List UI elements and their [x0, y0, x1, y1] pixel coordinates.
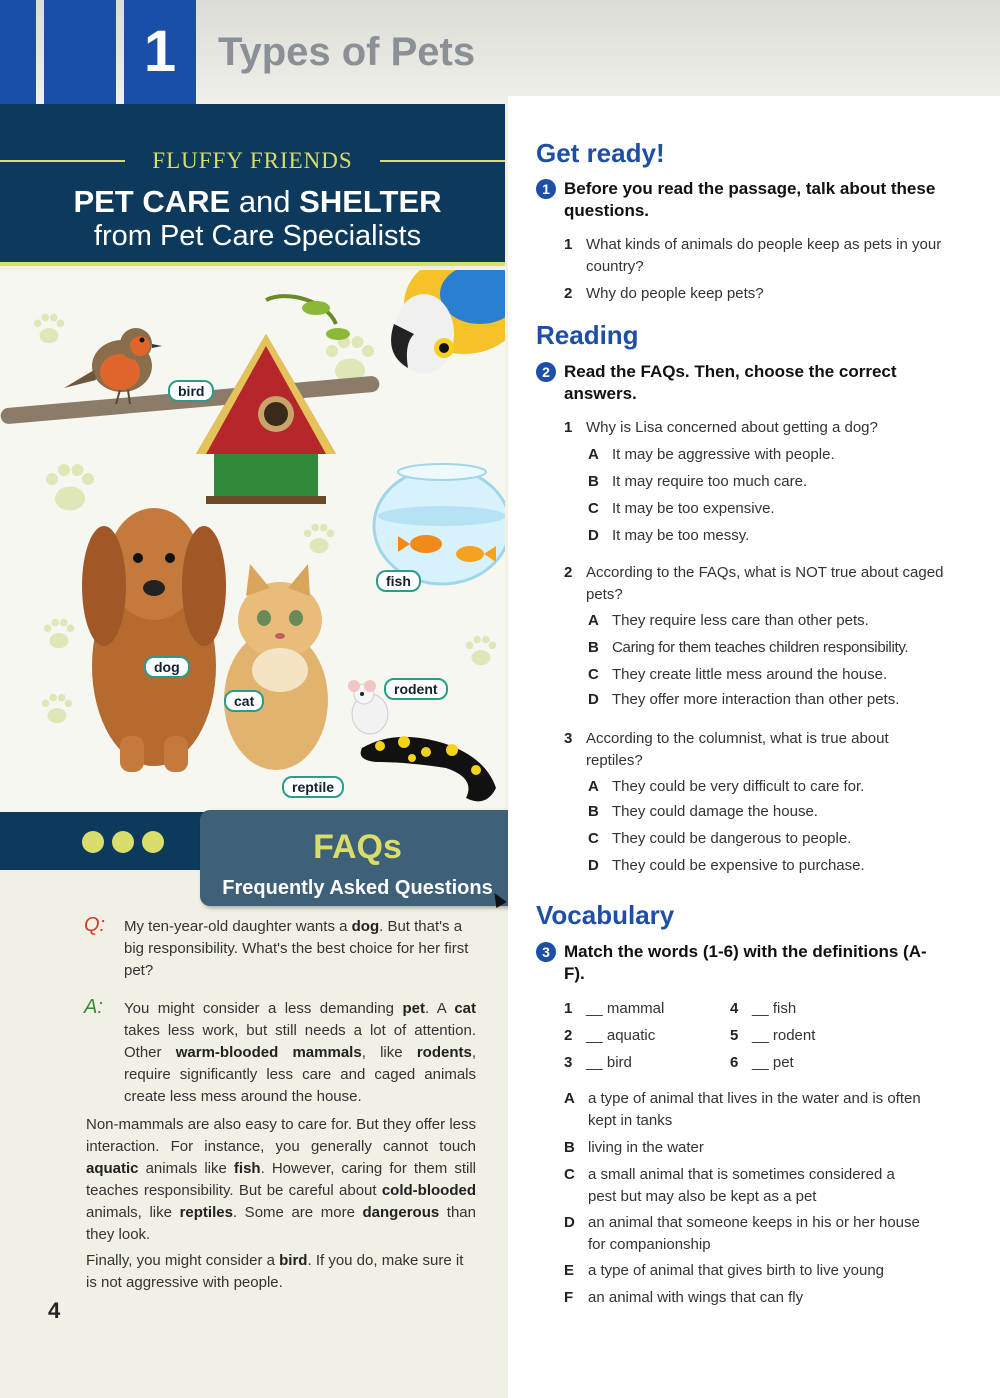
option-text: They offer more interaction than other pets. — [612, 691, 900, 708]
vocab-word[interactable] — [564, 998, 664, 1020]
answer-option[interactable] — [588, 444, 958, 466]
vocab-word[interactable] — [730, 1025, 815, 1047]
definition-letter: A — [564, 1090, 575, 1107]
instruction-text: Read the FAQs. Then, choose the correct answers. — [564, 362, 897, 403]
word-text: __ pet — [752, 1054, 794, 1071]
text-run: Non-mammals are also easy to care for. But they offer less interaction. For instance, you generally cannot touch — [86, 1116, 476, 1155]
answer-option[interactable] — [588, 498, 958, 520]
word-number: 3 — [564, 1054, 573, 1071]
option-letter: B — [588, 473, 599, 490]
question-text: Why is Lisa concerned about getting a dog? — [586, 419, 878, 436]
tag-reptile: reptile — [282, 776, 344, 798]
text-run: animals like — [138, 1160, 234, 1177]
text-run: cold-blooded — [381, 1182, 476, 1199]
vocab-word[interactable] — [564, 1052, 632, 1074]
option-letter: C — [588, 500, 599, 517]
answer-label: A: — [84, 996, 103, 1018]
word-text: __ bird — [586, 1054, 632, 1071]
definition-text: an animal that someone keeps in his or her house for companionship — [588, 1214, 920, 1253]
word-text: __ fish — [752, 1000, 797, 1017]
exercise-number-badge: 1 — [536, 179, 556, 199]
word-number: 2 — [564, 1027, 573, 1044]
exercise-number-badge: 3 — [536, 942, 556, 962]
answer-option[interactable] — [588, 525, 958, 547]
section-title-vocabulary: Vocabulary — [536, 900, 675, 930]
text-run: fish — [233, 1160, 261, 1177]
pets-illustration — [0, 270, 505, 812]
reading-question — [564, 562, 944, 606]
discussion-question — [564, 234, 944, 278]
exercise-instruction — [536, 361, 936, 405]
answer-paragraph — [86, 1250, 476, 1294]
definition-text: a type of animal that lives in the water and is often kept in tanks — [588, 1090, 921, 1129]
definition-letter: F — [564, 1289, 574, 1306]
page-number: 4 — [48, 1298, 61, 1323]
answer-option[interactable] — [588, 801, 958, 823]
question-text: Why do people keep pets? — [586, 285, 764, 302]
option-text: They create little mess around the house. — [612, 666, 888, 683]
text-run: than they look. — [86, 1204, 476, 1243]
salamander-icon — [356, 718, 505, 812]
vocab-definition — [564, 1287, 924, 1309]
text-run: bird — [279, 1252, 308, 1269]
option-text: They require less care than other pets. — [612, 612, 869, 629]
text-run: takes less work, but still needs a lot of attention. Other — [124, 1022, 476, 1061]
question-text: According to the FAQs, what is NOT true about caged pets? — [586, 564, 944, 603]
parrot-icon — [384, 270, 505, 384]
answer-option[interactable] — [588, 471, 958, 493]
answer-option[interactable] — [588, 664, 958, 686]
fishbowl-icon — [370, 456, 505, 586]
option-letter: B — [588, 639, 599, 656]
vocab-definition — [564, 1088, 924, 1132]
word-text: __ aquatic — [586, 1027, 656, 1044]
text-run: reptiles — [179, 1204, 233, 1221]
faq-title: FAQs — [313, 828, 402, 866]
option-text: They could be very difficult to care for. — [612, 778, 865, 795]
vocab-word[interactable] — [730, 998, 796, 1020]
text-run: , like — [361, 1044, 417, 1061]
tag-dog: dog — [144, 656, 190, 678]
answer-option[interactable] — [588, 855, 958, 877]
definition-letter: C — [564, 1166, 575, 1183]
option-letter: A — [588, 778, 599, 795]
answer-option[interactable] — [588, 689, 958, 711]
decorative-dot — [82, 831, 104, 853]
option-letter: A — [588, 612, 599, 629]
section-title-reading: Reading — [536, 320, 639, 350]
text-run: . If you do, make sure it is not aggressive with people. — [86, 1252, 464, 1291]
banner-kicker: FLUFFY FRIENDS — [152, 148, 353, 173]
reading-question — [564, 728, 944, 772]
faq-heading-box — [200, 810, 520, 906]
text-run: rodents — [416, 1044, 472, 1061]
robin-bird-icon — [60, 310, 170, 420]
option-letter: C — [588, 666, 599, 683]
banner-subtitle: from Pet Care Specialists — [93, 220, 422, 252]
option-text: It may be too messy. — [612, 527, 750, 544]
text-run: pet — [402, 1000, 425, 1017]
text-run: cat — [454, 1000, 476, 1017]
vocab-word[interactable] — [730, 1052, 794, 1074]
word-text: __ rodent — [752, 1027, 816, 1044]
banner-title-part: PET CARE — [73, 184, 231, 219]
text-run: aquatic — [86, 1160, 139, 1177]
option-letter: C — [588, 830, 599, 847]
text-run: . However, caring for them still teaches responsibility. But be careful about — [86, 1160, 476, 1199]
option-letter: D — [588, 857, 599, 874]
word-number: 1 — [564, 1000, 573, 1017]
answer-option[interactable] — [588, 637, 958, 659]
definition-letter: E — [564, 1262, 575, 1279]
exercise-instruction — [536, 178, 936, 222]
decorative-dot — [142, 831, 164, 853]
question-number: 3 — [564, 730, 573, 747]
definition-text: living in the water — [588, 1139, 704, 1156]
word-number: 6 — [730, 1054, 739, 1071]
option-text: It may require too much care. — [612, 473, 808, 490]
text-run: warm-blooded mammals — [175, 1044, 362, 1061]
definition-text: an animal with wings that can fly — [588, 1289, 804, 1306]
word-text: __ mammal — [586, 1000, 665, 1017]
question-number: 1 — [564, 419, 573, 436]
word-number: 4 — [730, 1000, 739, 1017]
vocab-definition — [564, 1260, 924, 1282]
text-run: , require significantly less care and caged animals create less mess around the house. — [124, 1044, 476, 1105]
exercise-number-badge: 2 — [536, 362, 556, 382]
definition-text: a small animal that is sometimes considered a pest but may also be kept as a pet — [588, 1166, 895, 1205]
tag-rodent: rodent — [384, 678, 448, 700]
text-run: Finally, you might consider a — [86, 1252, 280, 1269]
answer-option[interactable] — [588, 828, 958, 850]
text-run: dog — [351, 918, 380, 935]
exercises-column — [508, 96, 1000, 1398]
word-number: 5 — [730, 1027, 739, 1044]
answer-text — [124, 998, 476, 1108]
section-title-get-ready: Get ready! — [536, 138, 665, 168]
question-label: Q: — [84, 914, 106, 936]
question-number: 2 — [564, 564, 573, 581]
question-number: 1 — [564, 236, 573, 253]
article-banner — [0, 104, 505, 266]
text-run: dangerous — [362, 1204, 440, 1221]
answer-option[interactable] — [588, 776, 958, 798]
exercise-instruction — [536, 941, 936, 985]
text-run: . But that's a big responsibility. What's the best choice for her first pet? — [124, 918, 469, 979]
instruction-text: Before you read the passage, talk about these questions. — [564, 179, 936, 220]
option-letter: D — [588, 691, 599, 708]
text-run: You might consider a less demanding — [124, 1000, 403, 1017]
answer-option[interactable] — [588, 610, 958, 632]
question-text: According to the columnist, what is true about reptiles? — [586, 730, 889, 769]
text-run: . A — [424, 1000, 455, 1017]
birdhouse-icon — [176, 294, 356, 510]
question-text: What kinds of animals do people keep as pets in your country? — [586, 236, 942, 275]
option-text: They could damage the house. — [612, 803, 818, 820]
chapter-number: 1 — [143, 19, 177, 84]
answer-paragraph — [86, 1114, 476, 1246]
decorative-dot — [112, 831, 134, 853]
reading-panel — [0, 104, 508, 1398]
vocab-definition — [564, 1137, 924, 1159]
option-text: They could be expensive to purchase. — [612, 857, 865, 874]
question-text — [124, 916, 476, 982]
tag-cat: cat — [224, 690, 264, 712]
question-number: 2 — [564, 285, 573, 302]
text-run: animals, like — [86, 1204, 180, 1221]
definition-letter: B — [564, 1139, 575, 1156]
paw-print-icon — [462, 632, 500, 670]
option-text: They could be dangerous to people. — [612, 830, 852, 847]
banner-title — [0, 184, 515, 220]
discussion-question — [564, 283, 944, 305]
option-letter: B — [588, 803, 599, 820]
option-letter: D — [588, 527, 599, 544]
option-text: Caring for them teaches children responsibility. — [612, 639, 909, 656]
option-text: It may be too expensive. — [612, 500, 775, 517]
definition-text: a type of animal that gives birth to live young — [588, 1262, 885, 1279]
vocab-word[interactable] — [564, 1025, 655, 1047]
definition-letter: D — [564, 1214, 575, 1231]
tag-bird: bird — [168, 380, 214, 402]
tag-fish: fish — [376, 570, 421, 592]
vocab-definition — [564, 1164, 924, 1208]
text-run: . Some are more — [232, 1204, 363, 1221]
chapter-title: Types of Pets — [218, 30, 476, 74]
option-letter: A — [588, 446, 599, 463]
paw-print-icon — [300, 520, 338, 558]
reading-question — [564, 417, 944, 439]
vocab-definition — [564, 1212, 924, 1256]
instruction-text: Match the words (1-6) with the definitions (A-F). — [564, 942, 927, 983]
text-run: My ten-year-old daughter wants a — [124, 918, 352, 935]
option-text: It may be aggressive with people. — [612, 446, 835, 463]
banner-title-part: SHELTER — [299, 184, 442, 219]
faq-subtitle: Frequently Asked Questions — [222, 877, 493, 899]
banner-title-part: and — [238, 184, 291, 219]
cat-icon — [210, 560, 340, 770]
